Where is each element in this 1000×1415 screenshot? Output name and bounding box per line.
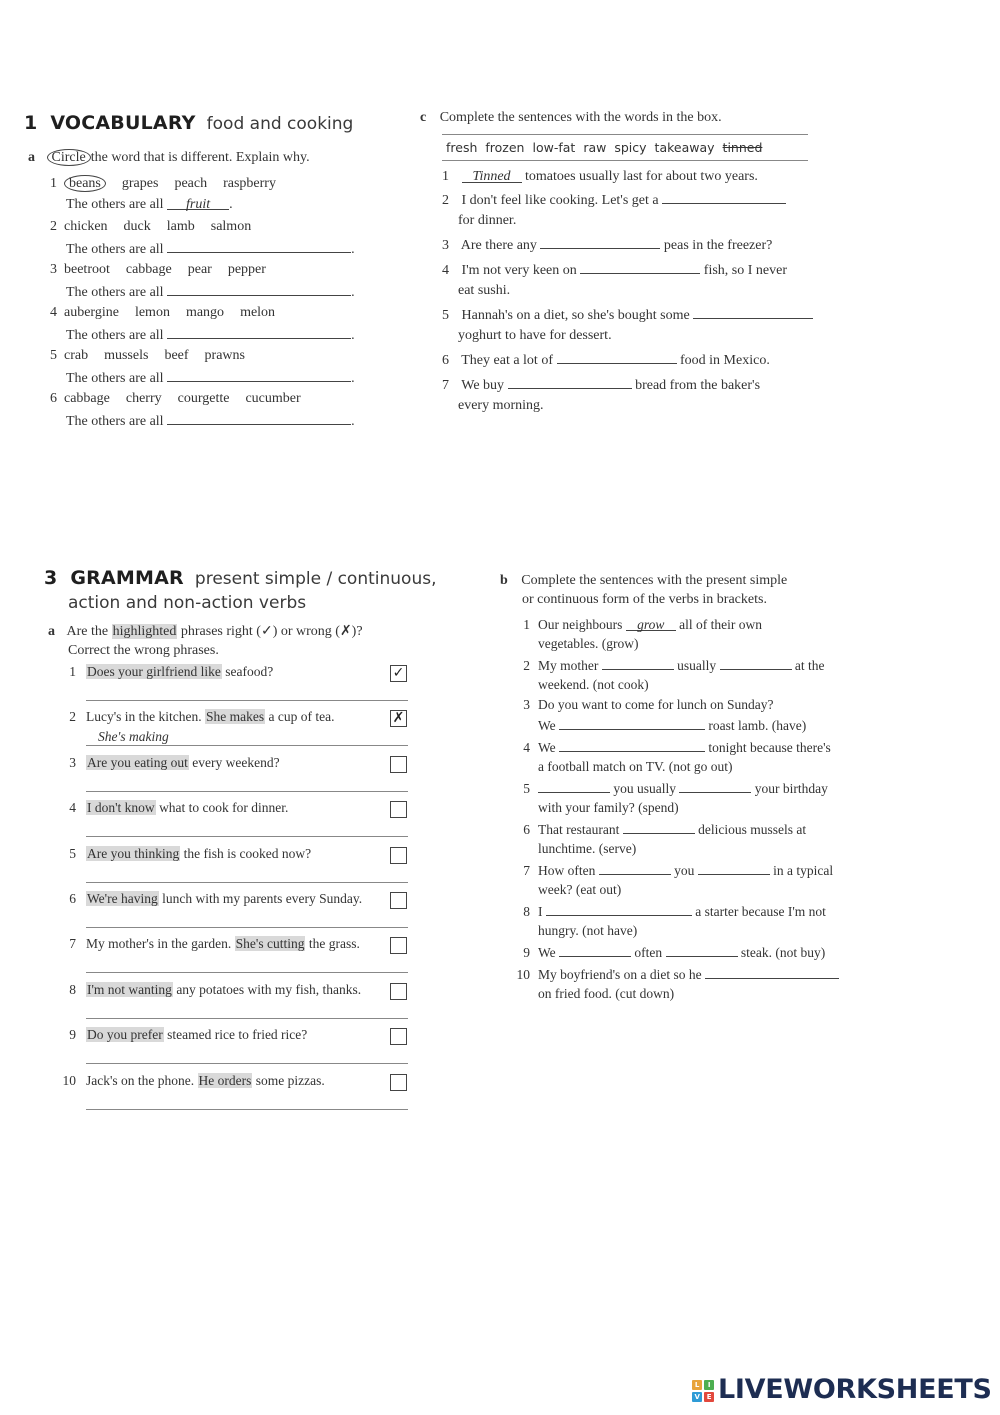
grammar-a-item [58, 936, 360, 952]
word-option[interactable]: salmon [210, 219, 252, 234]
answer-prefix: The others are all [66, 371, 164, 386]
answer-row: The others are all . [50, 366, 380, 387]
answer-row: The others are all fruit . [50, 194, 380, 215]
sentence-text: what to cook for dinner. [159, 800, 289, 815]
grammar-a-item [58, 1073, 325, 1089]
answer-checkbox[interactable]: ✓ [390, 665, 407, 682]
item-number: 7 [69, 936, 76, 951]
vocab-c-sentence-1: 1 Tinned tomatoes usually last for about two years. [442, 169, 758, 184]
grammar-a-item [58, 664, 273, 680]
correction-line [86, 927, 408, 928]
vocab-c-instruction: c Complete the sentences with the words in the box. [420, 110, 722, 125]
word-box [442, 134, 808, 161]
word-option[interactable]: beetroot [64, 262, 110, 277]
answer-field[interactable]: Tinned [462, 167, 522, 183]
item-number: 6 [50, 391, 57, 406]
word-option[interactable]: melon [240, 305, 276, 320]
word-option[interactable]: cabbage [125, 262, 172, 277]
grammar-a-item [58, 755, 280, 771]
answer-checkbox[interactable] [390, 801, 407, 818]
sentence-text: Jack's on the phone. [86, 1073, 195, 1088]
word-option[interactable]: prawns [204, 348, 245, 363]
sentence-text: Lucy's in the kitchen. [86, 709, 202, 724]
answer-row: The others are all . [50, 323, 380, 344]
grammar-b-sentence-5: 5 you usually your birthday with your family? (spend) [512, 777, 892, 817]
word-option[interactable]: cucumber [245, 391, 301, 406]
item-number: 6 [69, 891, 76, 906]
vocab-c-sentence-7: 7 We buy bread from the baker's every morning. [442, 373, 862, 416]
answer-checkbox[interactable]: ✗ [390, 710, 407, 727]
grammar-b-sentence-4: 4 We tonight because there's a football match on TV. (not go out) [512, 736, 892, 776]
word-option[interactable]: cabbage [64, 391, 110, 406]
answer-field[interactable] [557, 348, 677, 364]
correction-line [86, 791, 408, 792]
word-option[interactable]: cherry [125, 391, 162, 406]
answer-checkbox[interactable] [390, 1028, 407, 1045]
item-number: 5 [69, 846, 76, 861]
highlighted-phrase: Are you thinking [87, 846, 180, 861]
answer-prefix: The others are all [66, 414, 164, 429]
logo-mark-icon [692, 1380, 714, 1402]
highlighted-phrase: Does your girlfriend like [87, 664, 221, 679]
correction-line [86, 1109, 408, 1110]
vocab-c-sentence-6: 6 They eat a lot of food in Mexico. [442, 348, 862, 371]
grammar-b-sentence-6: 6 That restaurant delicious mussels at lunchtime. (serve) [512, 818, 892, 858]
item-number: 1 [69, 664, 76, 679]
answer-prefix: The others are all [66, 328, 164, 343]
correction-line [86, 700, 408, 701]
grammar-a-item [58, 709, 335, 725]
item-number: 5 [50, 348, 57, 363]
sentence-text: the grass. [308, 936, 360, 951]
grammar-b-sentence-10: 10 My boyfriend's on a diet so he on fried food. (cut down) [512, 963, 892, 1003]
answer-field[interactable] [679, 777, 751, 793]
vocab-c-sentence-2: 2 I don't feel like cooking. Let's get a for dinner. [442, 188, 862, 231]
correction-line [86, 882, 408, 883]
correction-line [86, 1063, 408, 1064]
highlighted-phrase: Do you prefer [87, 1027, 163, 1042]
grammar-heading: 3 GRAMMAR present simple / continuous, action and non-action verbs [44, 567, 437, 613]
correction-line [86, 972, 408, 973]
highlighted-phrase: I don't know [87, 800, 155, 815]
highlighted-phrase: She makes [206, 709, 265, 724]
logo-tile: I [704, 1380, 714, 1390]
answer-checkbox[interactable] [390, 983, 407, 1000]
answer-field[interactable]: fruit [167, 194, 229, 210]
answer-field[interactable] [623, 818, 695, 834]
sentence-text: the fish is cooked now? [183, 846, 312, 861]
correction-line [86, 1018, 408, 1019]
sentence-text: any potatoes with my fish, thanks. [176, 982, 362, 997]
box-word: raw [583, 140, 607, 155]
grammar-a-item [58, 1027, 307, 1043]
logo-tile: V [692, 1392, 702, 1402]
highlighted-phrase: Are you eating out [87, 755, 188, 770]
word-option[interactable]: raspberry [223, 176, 276, 191]
vocab-c-sentence-5: 5 Hannah's on a diet, so she's bought some yoghurt to have for dessert. [442, 303, 862, 346]
highlighted-phrase: I'm not wanting [87, 982, 172, 997]
word-option[interactable]: lamb [166, 219, 195, 234]
item-number: 9 [69, 1027, 76, 1042]
grammar-b-sentence-8: 8 I a starter because I'm not hungry. (not have) [512, 900, 892, 940]
box-word: takeaway [654, 140, 715, 155]
sentence-text: a cup of tea. [268, 709, 335, 724]
sentence-text: steamed rice to fried rice? [167, 1027, 308, 1042]
liveworksheets-logo: L I V E LIVEWORKSHEETS [692, 1374, 992, 1405]
word-option[interactable]: mussels [104, 348, 149, 363]
grammar-b-sentence-7: 7 How often you in a typical week? (eat out) [512, 859, 892, 899]
answer-prefix: The others are all [66, 285, 164, 300]
box-word: fresh [446, 140, 478, 155]
vocab-a-instruction: a Circle the word that is different. Explain why. [28, 150, 310, 165]
highlighted-phrase: She's cutting [235, 936, 305, 951]
word-option[interactable]: crab [64, 348, 89, 363]
grammar-b-sentence-1: 1 Our neighbours grow all of their own vegetables. (grow) [523, 617, 762, 651]
answer-field[interactable] [580, 258, 700, 274]
grammar-a-item [58, 891, 362, 907]
answer-field[interactable] [693, 303, 813, 319]
word-option[interactable]: lemon [134, 305, 170, 320]
grammar-b-sentence-9: 9 We often steak. (not buy) [512, 941, 892, 962]
highlighted-phrase: He orders [198, 1073, 252, 1088]
highlighted-phrase: We're having [87, 891, 158, 906]
grammar-b-sentences [512, 615, 892, 1003]
sentence-text: lunch with my parents every Sunday. [162, 891, 363, 906]
answer-field[interactable] [540, 233, 660, 249]
answer-field[interactable] [720, 654, 792, 670]
answer-field[interactable] [599, 859, 671, 875]
answer-checkbox[interactable] [390, 937, 407, 954]
grammar-a-instruction: a Are the highlighted phrases right (✓) or wrong (✗)? Correct the wrong phrases. [48, 624, 363, 658]
item-number: 1 [50, 176, 57, 191]
answer-prefix: The others are all [66, 242, 164, 257]
answer-field[interactable] [546, 900, 692, 916]
answer-checkbox[interactable] [390, 892, 407, 909]
item-number: 4 [69, 800, 76, 815]
answer-field[interactable] [705, 963, 839, 979]
box-word: spicy [614, 140, 647, 155]
sentence-text: some pizzas. [255, 1073, 325, 1088]
word-option[interactable]: grapes [121, 176, 159, 191]
answer-field[interactable] [508, 373, 632, 389]
word-option[interactable]: peach [174, 176, 208, 191]
word-option[interactable]: pepper [227, 262, 266, 277]
box-word: tinned [722, 140, 763, 155]
word-option[interactable]: mango [185, 305, 225, 320]
logo-tile: L [692, 1380, 702, 1390]
answer-checkbox[interactable] [390, 756, 407, 773]
vocab-heading: 1 VOCABULARY food and cooking [24, 112, 354, 134]
item-number: 3 [50, 262, 57, 277]
answer-row: The others are all . [50, 409, 380, 430]
grammar-a-list [0, 0, 420, 1120]
word-option[interactable]: beans [64, 175, 106, 192]
sentence-text: My mother's in the garden. [86, 936, 232, 951]
grammar-a-item [58, 846, 311, 862]
answer-field[interactable] [662, 188, 786, 204]
word-option[interactable]: aubergine [64, 305, 119, 320]
item-number: 3 [69, 755, 76, 770]
grammar-a-item [58, 982, 361, 998]
answer-checkbox[interactable] [390, 1074, 407, 1091]
grammar-b-instruction: b Complete the sentences with the present simple or continuous form of the verbs in brackets. [500, 573, 788, 607]
answer-field[interactable] [538, 777, 610, 793]
sentence-text: every weekend? [192, 755, 280, 770]
answer-checkbox[interactable] [390, 847, 407, 864]
sentence-text: seafood? [225, 664, 274, 679]
box-word: frozen [485, 140, 525, 155]
word-option[interactable]: courgette [177, 391, 230, 406]
box-word: low-fat [532, 140, 576, 155]
answer-row: The others are all . [50, 280, 380, 301]
word-option[interactable]: chicken [64, 219, 108, 234]
item-number: 2 [50, 219, 57, 234]
answer-field[interactable] [698, 859, 770, 875]
logo-tile: E [704, 1392, 714, 1402]
answer-row: The others are all . [50, 237, 380, 258]
answer-field[interactable] [559, 714, 705, 730]
grammar-a-item [58, 800, 288, 816]
correction-text[interactable]: She's making [98, 729, 169, 744]
vocab-c-sentence-3: 3 Are there any peas in the freezer? [442, 233, 862, 256]
answer-field[interactable] [602, 654, 674, 670]
item-number: 8 [69, 982, 76, 997]
answer-prefix: The others are all [66, 197, 164, 212]
vocab-c-sentences [442, 167, 862, 416]
word-option[interactable]: duck [123, 219, 151, 234]
grammar-b-sentence-2: 2 My mother usually at the weekend. (not cook) [512, 654, 892, 694]
item-number: 10 [62, 1073, 76, 1088]
item-number: 4 [50, 305, 57, 320]
correction-line [86, 836, 408, 837]
grammar-b-sentence-3: 3 Do you want to come for lunch on Sunday? We roast lamb. (have) [523, 697, 807, 733]
word-option[interactable]: beef [164, 348, 189, 363]
vocab-c-sentence-4: 4 I'm not very keen on fish, so I never eat sushi. [442, 258, 862, 301]
correction-line [86, 745, 408, 746]
word-option[interactable]: pear [187, 262, 212, 277]
answer-field[interactable]: grow [626, 615, 676, 631]
answer-field[interactable] [559, 736, 705, 752]
answer-field[interactable] [666, 941, 738, 957]
item-number: 2 [69, 709, 76, 724]
answer-field[interactable] [559, 941, 631, 957]
